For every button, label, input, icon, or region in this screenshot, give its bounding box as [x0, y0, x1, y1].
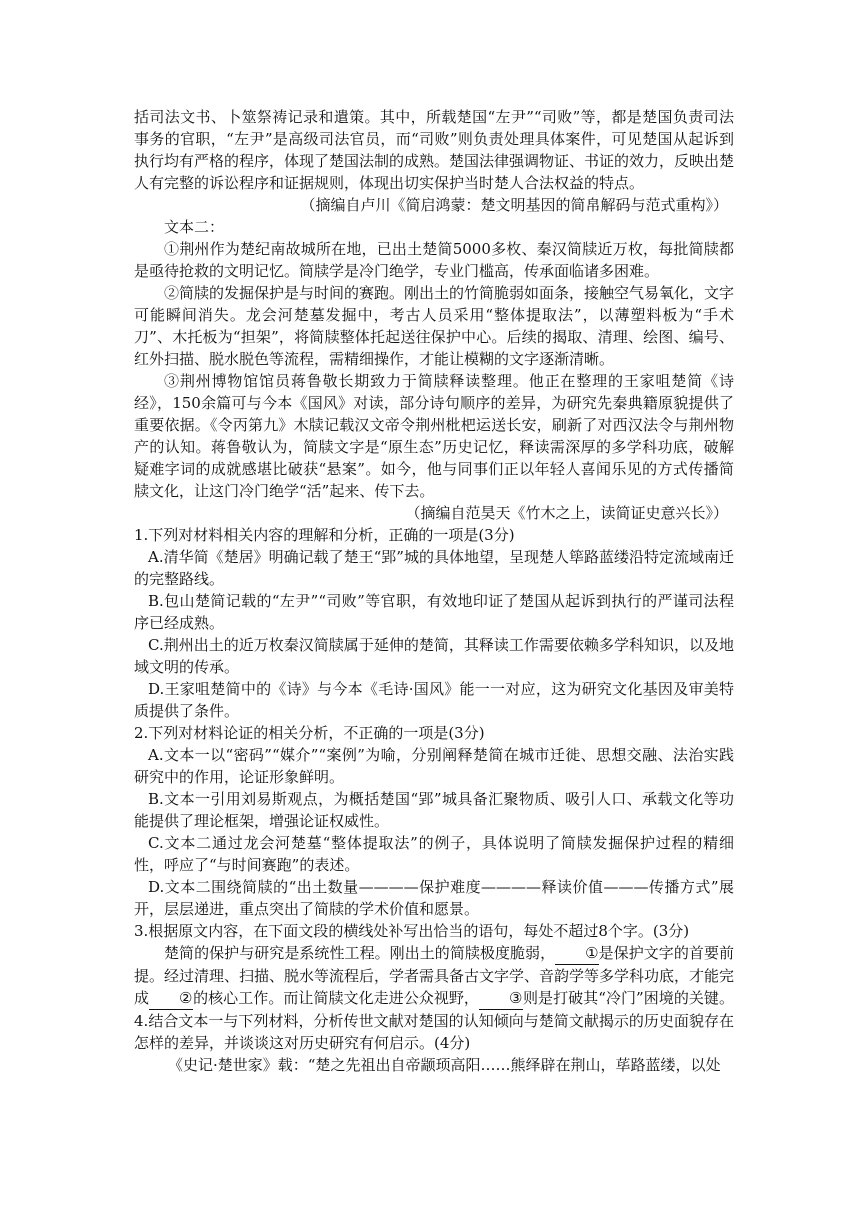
text2-paragraph-2: ②简牍的发掘保护是与时间的赛跑。刚出土的竹简脆弱如面条，接触空气易氧化，文字可能瞬间消失。龙会河楚墓发掘中，考古人员采用“整体提取法”，以薄塑料板为“手术刀”、木托板为“担架”，将简牍整体托起送往保护中心。后续的揭取、清理、绘图、编号、红外扫描、脱水脱色等流程，需精细操作，才能让模糊的文字逐渐清晰。 [134, 284, 735, 368]
blank-3: ③ [479, 987, 523, 1010]
passage-text-2: 是保护文字的首要前提。经过清理、扫描、脱水等流程后，学者需具备古文字学、音韵学等多学科功底，才能完成 [134, 944, 735, 1007]
text1-source: （摘编自卢川《简启鸿蒙：楚文明基因的简帛解码与范式重构》） [300, 196, 728, 214]
question-2-option-c: C.文本二通过龙会河楚墓“整体提取法”的例子，具体说明了简牍发掘保护过程的精细性，呼应了“与时间赛跑”的表述。 [134, 834, 734, 874]
question-2-option-b: B.文本一引用刘易斯观点，为概括楚国“郢”城具备汇聚物质、吸引人口、承载文化等功能提供了理论框架，增强论证权威性。 [134, 790, 734, 830]
question-1-option-c: C.荆州出土的近万枚秦汉简牍属于延伸的楚简，其释读工作需要依赖多学科知识，以及地域文明的传承。 [134, 636, 734, 676]
question-4-stem: 4.结合文本一与下列材料，分析传世文献对楚国的认知倾向与楚简文献揭示的历史面貌存在怎样的差异，并谈谈这对历史研究有何启示。(4分) [134, 1012, 734, 1052]
text2-paragraph-3: ③荆州博物馆馆员蒋鲁敬长期致力于简牍释读整理。他正在整理的王家咀楚简《诗经》，150余篇可与今本《国风》对读，部分诗句顺序的差异，为研究先秦典籍原貌提供了重要依据。《令丙第九》木牍记载汉文帝令荆州枇杷运送长安，刷新了对西汉法令与荆州物产的认知。蒋鲁敬认为，简牍文字是“原生态”历史记忆，释读需深厚的多学科功底，破解疑难字词的成就感堪比破获“悬案”。如今，他与同事们正以年轻人喜闻乐见的方式传播简牍文化，让这门冷门绝学“活”起来、传下去。 [134, 372, 734, 500]
text2-source: （摘编自范昊天《竹木之上，读简证史意兴长》） [405, 504, 728, 522]
question-1-option-b: B.包山楚简记载的“左尹”“司败”等官职，有效地印证了楚国从起诉到执行的严谨司法程序已经成熟。 [134, 592, 734, 632]
question-2-option-a: A.文本一以“密码”“媒介”“案例”为喻，分别阐释楚简在城市迁徙、思想交融、法治实践研究中的作用，论证形象鲜明。 [134, 746, 734, 786]
text2-paragraph-1: ①荆州作为楚纪南故城所在地，已出土楚简5000多枚、秦汉简牍近万枚，每批简牍都是亟待抢救的文明记忆。简牍学是冷门绝学，专业门槛高，传承面临诸多困难。 [134, 240, 734, 280]
text1-paragraph-end: 括司法文书、卜筮祭祷记录和遣策。其中，所载楚国“左尹”“司败”等，都是楚国负责司法事务的官职，“左尹”是高级司法官员，而“司败”则负责处理具体案件，可见楚国从起诉到执行均有严格的程序，体现了楚国法制的成熟。楚国法律强调物证、书证的效力，反映出楚人有完整的诉讼程序和证据规则，体现出切实保护当时楚人合法权益的特点。 [134, 108, 735, 192]
passage-text-3: 的核心工作。而让简牍文化走进公众视野， [193, 989, 479, 1007]
blank-2: ② [149, 987, 193, 1010]
question-4-material: 《史记·楚世家》载：“楚之先祖出自帝颛顼高阳……熊绎辟在荆山，荜路蓝缕，以处 [168, 1056, 721, 1074]
question-2-option-d: D.文本二围绕简牍的“出土数量————保护难度————释读价值———传播方式”展开，层层递进，重点突出了简牍的学术价值和愿景。 [134, 878, 734, 918]
question-1-option-a: A.清华简《楚居》明确记载了楚王“郢”城的具体地望，呈现楚人筚路蓝缕沿特定流域南迁的完整路线。 [134, 548, 734, 588]
question-1-stem: 1.下列对材料相关内容的理解和分析，正确的一项是(3分) [134, 526, 515, 544]
passage-text-4: 则是打破其“冷门”困境的关键。 [522, 989, 734, 1007]
blank-1: ① [555, 942, 598, 965]
passage-text-1: 楚简的保护与研究是系统性工程。刚出土的简牍极度脆弱， [164, 944, 556, 962]
question-3-stem: 3.根据原文内容，在下面文段的横线处补写出恰当的语句，每处不超过8个字。(3分) [134, 922, 690, 940]
question-1-option-d: D.王家咀楚简中的《诗》与今本《毛诗·国风》能一一对应，这为研究文化基因及审美特质提供了条件。 [134, 680, 734, 720]
page-content [134, 106, 734, 1076]
question-3-passage [134, 942, 734, 1054]
text2-heading: 文本二： [164, 218, 225, 236]
question-2-stem: 2.下列对材料论证的相关分析，不正确的一项是(3分) [134, 724, 485, 742]
